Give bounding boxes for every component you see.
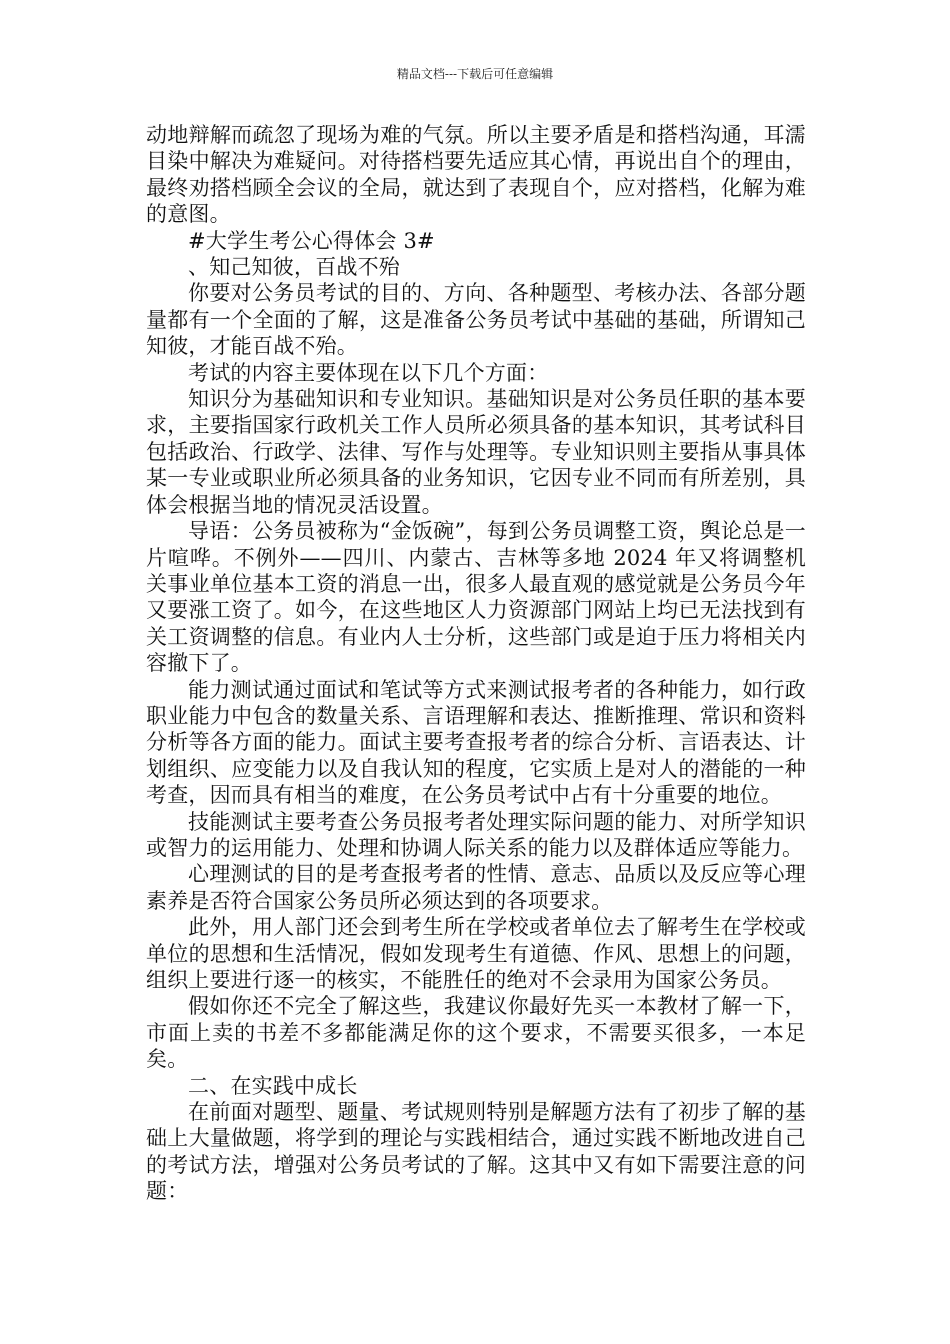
paragraph-knowledge: 知识分为基础知识和专业知识。基础知识是对公务员任职的基本要求，主要指国家行政机关工作人员所必须具备的基本知识，其考试科目包括政治、行政学、法律、写作与处理等。专业知识则主要指从事具体某一专业或职业所必须具备的业务知识，它因专业不同而有所差别，具体会根据当地的情况灵活设置。: [146, 387, 806, 517]
subheading-practice: 二、在实践中成长: [188, 1073, 358, 1098]
paragraph-guide: 导语：公务员被称为“金饭碗”，每到公务员调整工资，舆论总是一片喧哗。不例外——四川、内蒙古、吉林等多地 2024 年又将调整机关事业单位基本工资的消息一出，很多人最直观的感觉就是公务员今年又要涨工资了。如今，在这些地区人力资源部门网站上均已无法找到有关工资调整的信息。有业内人士分析，这些部门或是迫于压力将相关内容撤下了。: [146, 519, 806, 676]
paragraph-textbook-advice: 假如你还不完全了解这些，我建议你最好先买一本教材了解一下，市面上卖的书差不多都能满足你的这个要求，不需要买很多，一本足矣。: [146, 994, 806, 1072]
paragraph-skill-test: 技能测试主要考查公务员报考者处理实际问题的能力、对所学知识或智力的运用能力、处理和协调人际关系的能力以及群体适应等能力。: [146, 809, 806, 860]
paragraph-continuation: 动地辩解而疏忽了现场为难的气氛。所以主要矛盾是和搭档沟通，耳濡目染中解决为难疑问。对待搭档要先适应其心情，再说出自个的理由，最终劝搭档顾全会议的全局，就达到了表现自个，应对搭档，化解为难的意图。: [146, 123, 806, 227]
paragraph-understand-exam: 你要对公务员考试的目的、方向、各种题型、考核办法、各部分题量都有一个全面的了解，这是准备公务员考试中基础的基础，所谓知己知彼，才能百战不殆。: [146, 281, 806, 359]
paragraph-background-check: 此外，用人部门还会到考生所在学校或者单位去了解考生在学校或单位的思想和生活情况，假如发现考生有道德、作风、思想上的问题，组织上要进行逐一的核实，不能胜任的绝对不会录用为国家公务员。: [146, 915, 806, 992]
paragraph-ability-test: 能力测试通过面试和笔试等方式来测试报考者的各种能力，如行政职业能力中包含的数量关系、言语理解和表达、推断推理、常识和资料分析等各方面的能力。面试主要考查报考者的综合分析、言语表达、计划组织、应变能力以及自我认知的程度，它实质上是对人的潜能的一种考查，因而具有相当的难度，在公务员考试中占有十分重要的地位。: [146, 677, 806, 808]
paragraph-psych-test: 心理测试的目的是考查报考者的性情、意志、品质以及反应等心理素养是否符合国家公务员所必须达到的各项要求。: [146, 862, 806, 913]
page-header: 精品文档---下载后可任意编辑: [396, 67, 554, 81]
section-heading-3: #大学生考公心得体会 3#: [188, 228, 435, 253]
document-body: [146, 122, 806, 1205]
paragraph-exam-content-intro: 考试的内容主要体现在以下几个方面：: [188, 360, 549, 385]
paragraph-practice: 在前面对题型、题量、考试规则特别是解题方法有了初步了解的基础上大量做题，将学到的理论与实践相结合，通过实践不断地改进自己的考试方法，增强对公务员考试的了解。这其中又有如下需要注意的问题：: [146, 1100, 806, 1204]
subheading-know-yourself: 、知己知彼，百战不殆: [188, 255, 400, 280]
